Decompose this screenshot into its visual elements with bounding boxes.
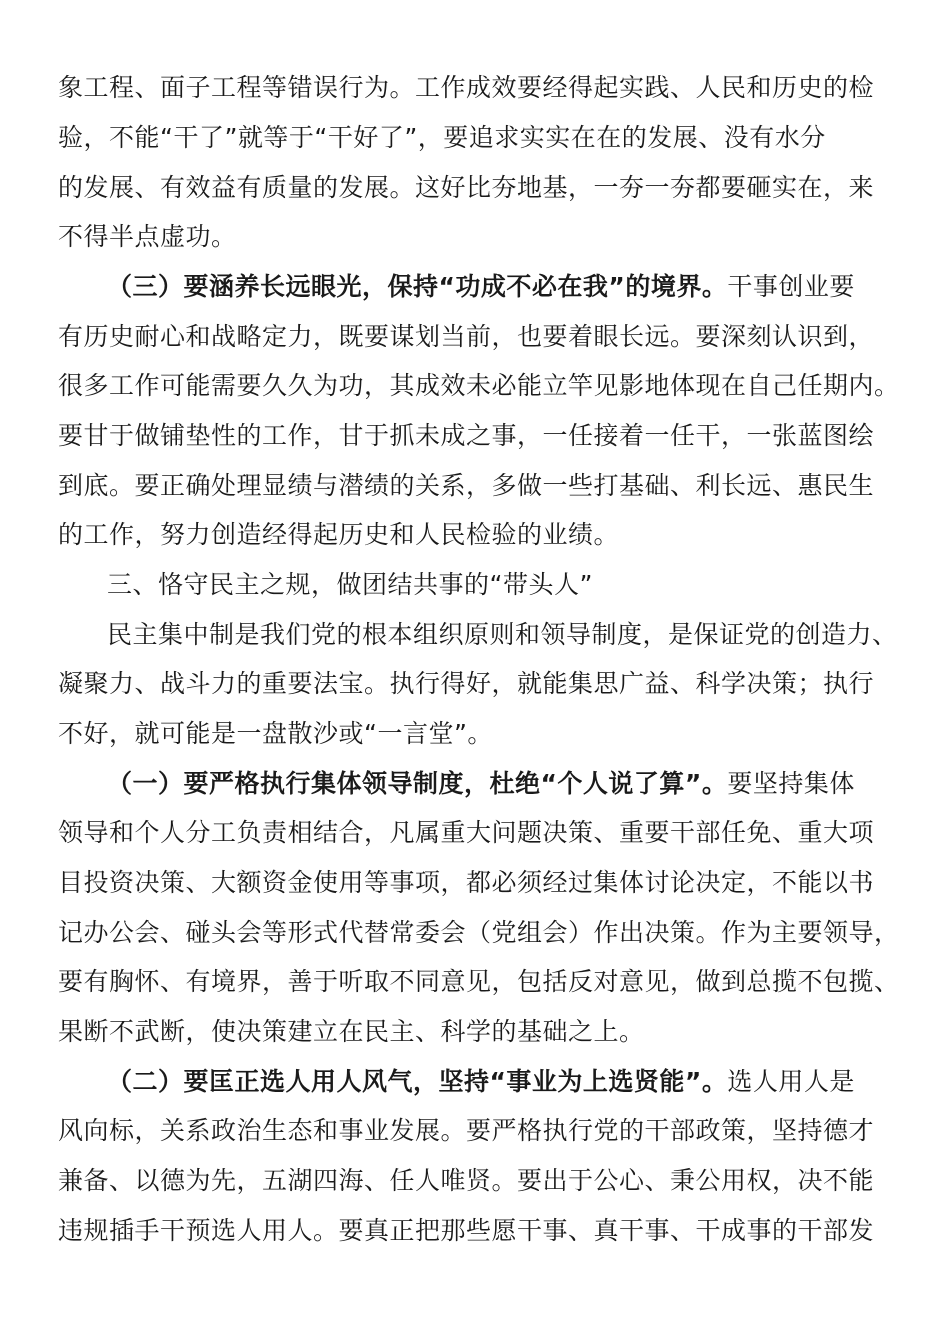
subheading-line: （三）要涵养长远眼光，保持“功成不必在我”的境界。干事创业要 bbox=[107, 272, 855, 301]
text-line: 果断不武断，使决策建立在民主、科学的基础之上。 bbox=[58, 1017, 645, 1046]
subheading: （三）要涵养长远眼光，保持“功成不必在我”的境界。 bbox=[107, 272, 728, 301]
subheading-line: （一）要严格执行集体领导制度，杜绝“个人说了算”。要坚持集体 bbox=[107, 769, 855, 798]
text-line: 记办公会、碰头会等形式代替常委会（党组会）作出决策。作为主要领导， bbox=[58, 918, 900, 947]
text-line: 象工程、面子工程等错误行为。工作成效要经得起实践、人民和历史的检 bbox=[58, 73, 875, 102]
text-line: 的工作，努力创造经得起历史和人民检验的业绩。 bbox=[58, 520, 620, 549]
text-line: 到底。要正确处理显绩与潜绩的关系，多做一些打基础、利长远、惠民生 bbox=[58, 471, 875, 500]
text-line: 凝聚力、战斗力的重要法宝。执行得好，就能集思广益、科学决策；执行 bbox=[58, 669, 875, 698]
subheading: （一）要严格执行集体领导制度，杜绝“个人说了算”。 bbox=[107, 769, 728, 798]
text-line: 要甘于做铺垫性的工作，甘于抓未成之事，一任接着一任干，一张蓝图绘 bbox=[58, 421, 875, 450]
text-line: 有历史耐心和战略定力，既要谋划当前，也要着眼长远。要深刻认识到， bbox=[58, 322, 875, 351]
subheading: （二）要匡正选人用人风气，坚持“事业为上选贤能”。 bbox=[107, 1067, 728, 1096]
text-line: 领导和个人分工负责相结合，凡属重大问题决策、重要干部任免、重大项 bbox=[58, 818, 875, 847]
text-line: 民主集中制是我们党的根本组织原则和领导制度，是保证党的创造力、 bbox=[107, 620, 898, 649]
text-line: 不好，就可能是一盘散沙或“一言堂”。 bbox=[58, 719, 493, 748]
text-line: 兼备、以德为先，五湖四海、任人唯贤。要出于公心、秉公用权，决不能 bbox=[58, 1166, 875, 1195]
text-line: 风向标，关系政治生态和事业发展。要严格执行党的干部政策，坚持德才 bbox=[58, 1116, 875, 1145]
text-line: 违规插手干预选人用人。要真正把那些愿干事、真干事、干成事的干部发 bbox=[58, 1216, 875, 1245]
text-line: 不得半点虚功。 bbox=[58, 222, 237, 251]
text-line: 的发展、有效益有质量的发展。这好比夯地基，一夯一夯都要砸实在，来 bbox=[58, 173, 875, 202]
text-line: 要有胸怀、有境界，善于听取不同意见，包括反对意见，做到总揽不包揽、 bbox=[58, 967, 900, 996]
section-heading: 三、恪守民主之规，做团结共事的“带头人” bbox=[107, 570, 593, 599]
subheading-line: （二）要匡正选人用人风气，坚持“事业为上选贤能”。选人用人是 bbox=[107, 1067, 855, 1096]
text-line: 验，不能“干了”就等于“干好了”，要追求实实在在的发展、没有水分 bbox=[58, 123, 826, 152]
text-line: 目投资决策、大额资金使用等事项，都必须经过集体讨论决定，不能以书 bbox=[58, 868, 875, 897]
text-line: 很多工作可能需要久久为功，其成效未必能立竿见影地体现在自己任期内。 bbox=[58, 371, 900, 400]
